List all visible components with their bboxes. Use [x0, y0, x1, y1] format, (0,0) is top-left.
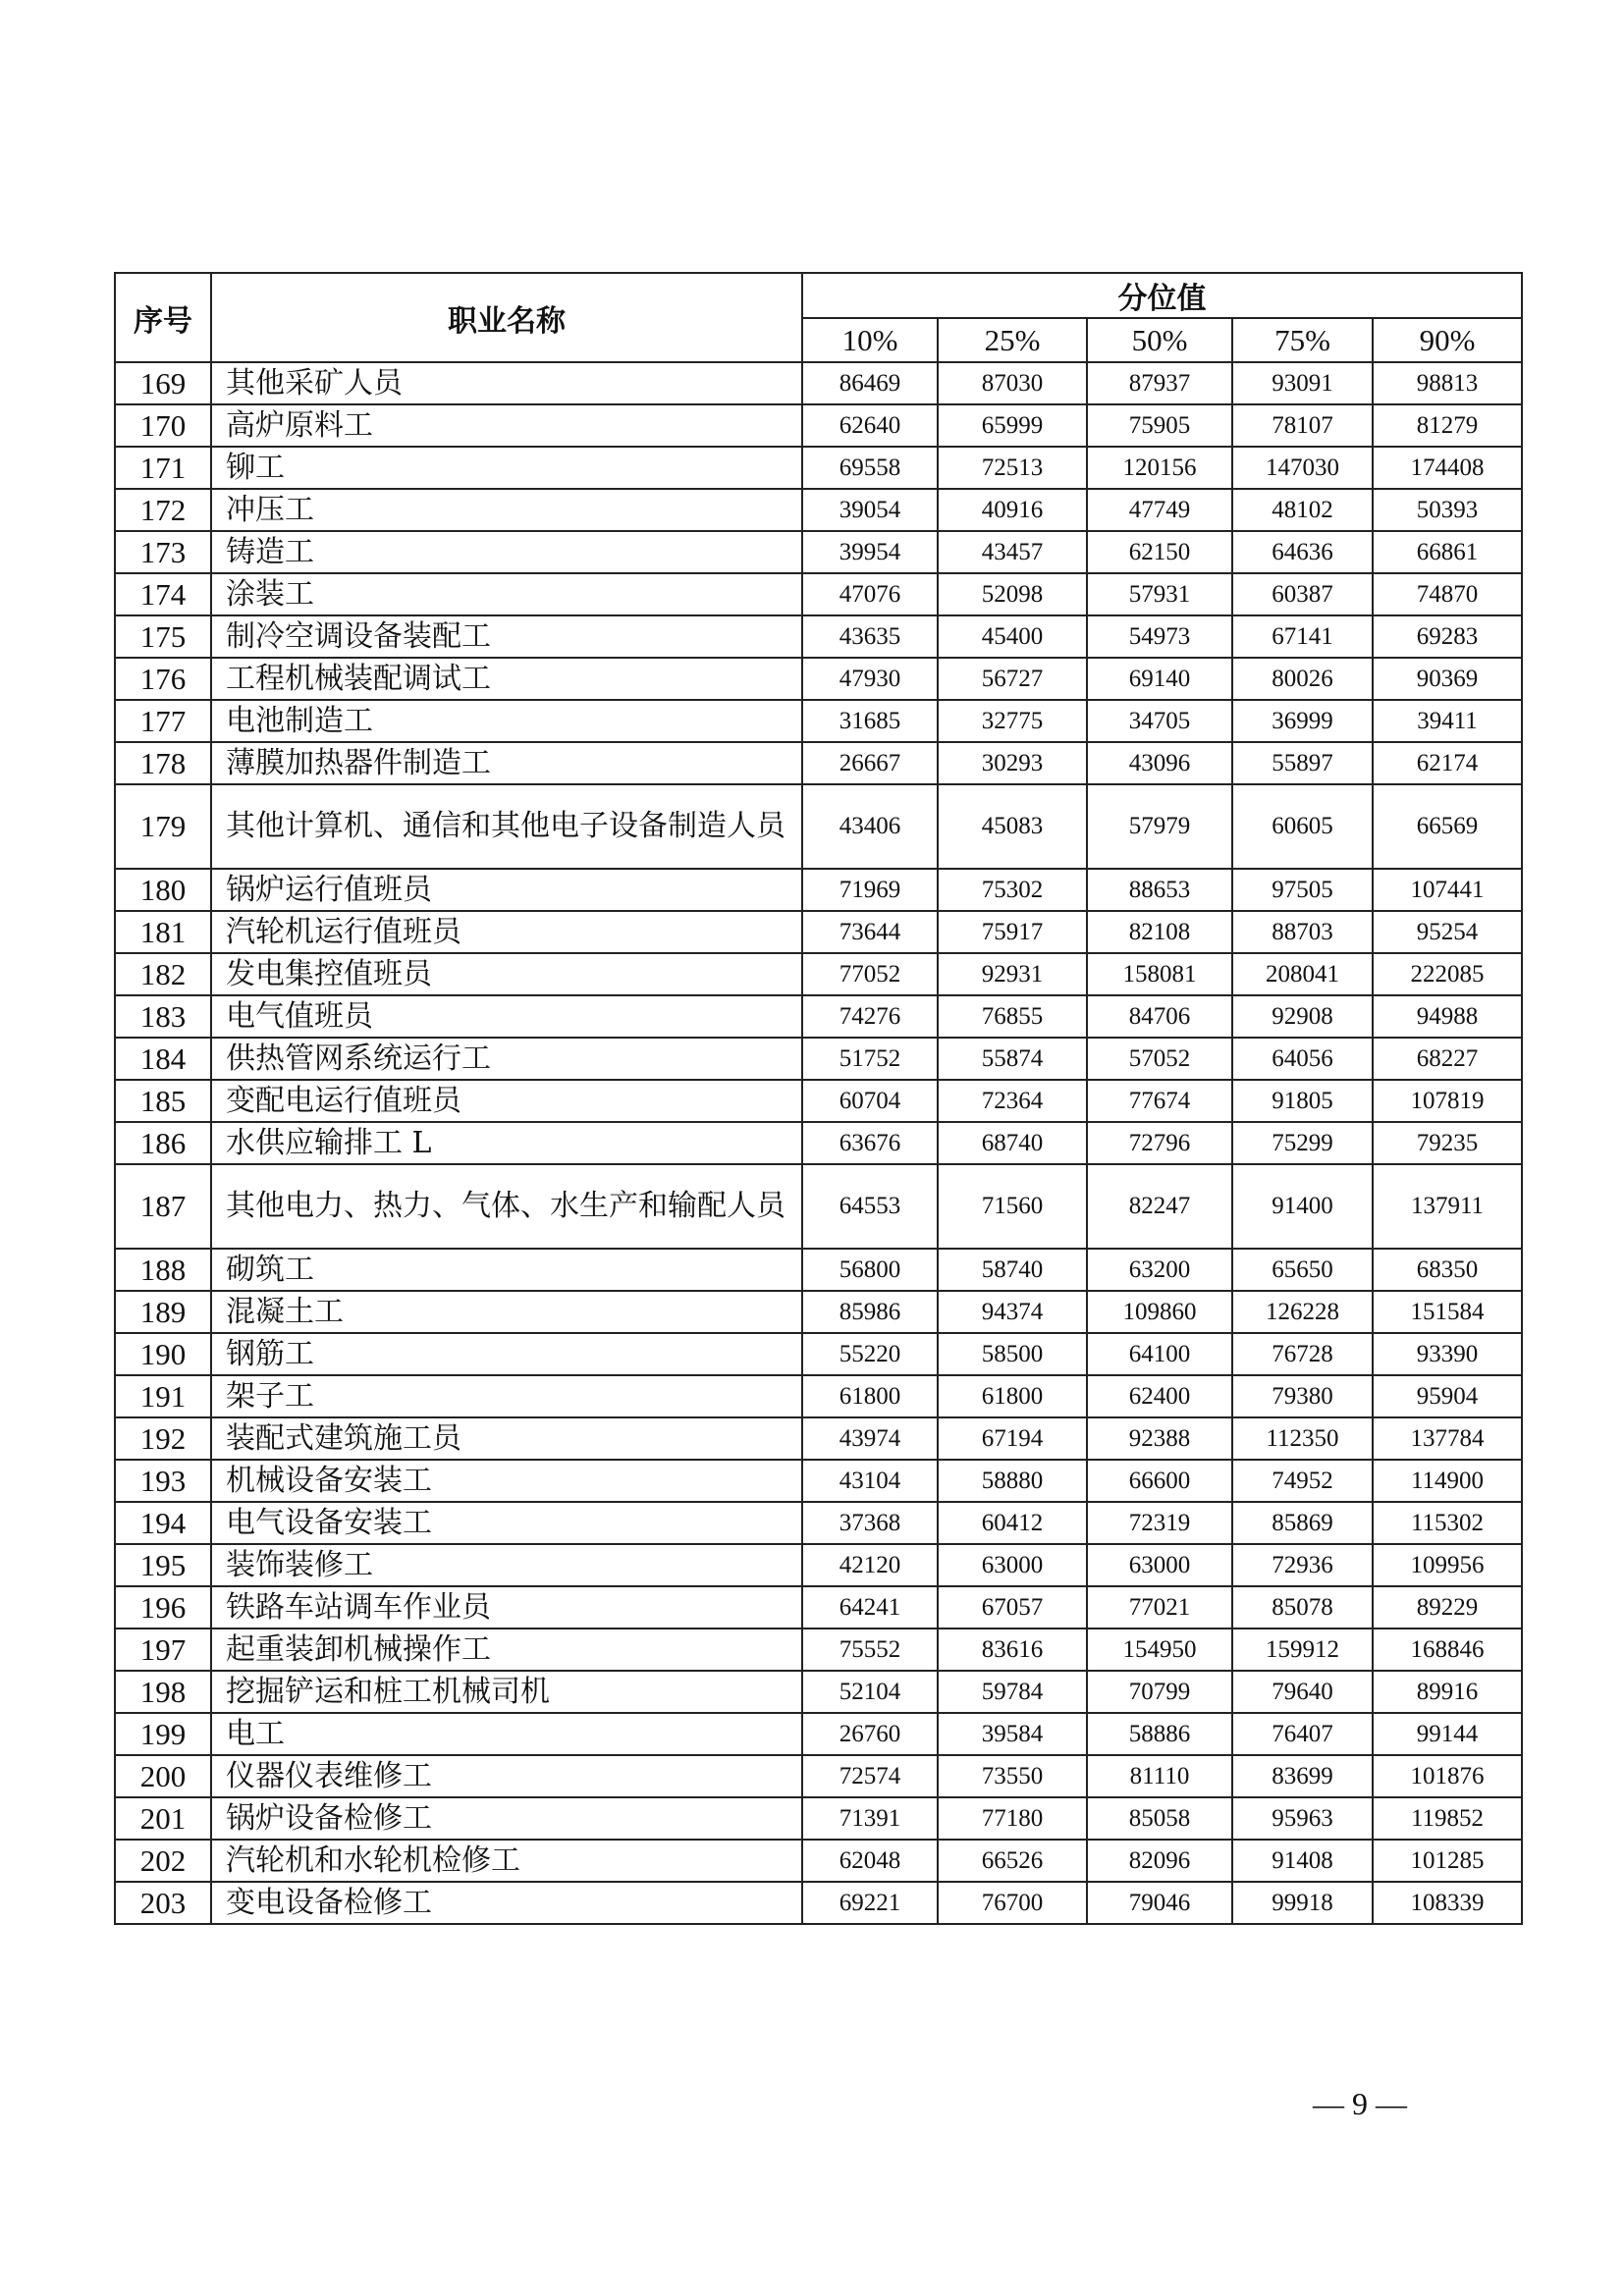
row-value-p75: 97505 [1232, 869, 1373, 911]
row-value-p50: 69140 [1087, 658, 1232, 700]
table-row [115, 1122, 1522, 1164]
row-occupation-name: 其他计算机、通信和其他电子设备制造人员 [211, 784, 802, 869]
row-value-p10: 64241 [802, 1586, 938, 1629]
row-value-p50: 85058 [1087, 1797, 1232, 1840]
row-value-p50: 154950 [1087, 1629, 1232, 1671]
row-value-p10: 51752 [802, 1038, 938, 1080]
row-value-p90: 168846 [1373, 1629, 1522, 1671]
row-value-p25: 56727 [938, 658, 1087, 700]
row-value-p25: 76700 [938, 1882, 1087, 1924]
row-value-p75: 92908 [1232, 995, 1373, 1038]
row-value-p50: 64100 [1087, 1333, 1232, 1375]
row-value-p25: 66526 [938, 1840, 1087, 1882]
row-value-p10: 26667 [802, 742, 938, 784]
row-value-p25: 77180 [938, 1797, 1087, 1840]
row-value-p50: 43096 [1087, 742, 1232, 784]
row-value-p10: 73644 [802, 911, 938, 953]
row-occupation-name: 铆工 [211, 447, 802, 489]
table-row [115, 1713, 1522, 1755]
row-value-p25: 72364 [938, 1080, 1087, 1122]
row-value-p50: 79046 [1087, 1882, 1232, 1924]
row-value-p75: 67141 [1232, 615, 1373, 658]
row-value-p75: 79380 [1232, 1375, 1373, 1417]
row-value-p50: 84706 [1087, 995, 1232, 1038]
table-row [115, 1249, 1522, 1291]
row-seq: 184 [115, 1038, 211, 1080]
row-value-p75: 91805 [1232, 1080, 1373, 1122]
row-value-p25: 68740 [938, 1122, 1087, 1164]
row-seq: 202 [115, 1840, 211, 1882]
row-value-p25: 67057 [938, 1586, 1087, 1629]
row-occupation-name: 砌筑工 [211, 1249, 802, 1291]
row-seq: 203 [115, 1882, 211, 1924]
row-occupation-name: 电气设备安装工 [211, 1502, 802, 1544]
table-row [115, 1502, 1522, 1544]
row-seq: 176 [115, 658, 211, 700]
row-value-p25: 94374 [938, 1291, 1087, 1333]
row-seq: 171 [115, 447, 211, 489]
row-value-p10: 39954 [802, 531, 938, 573]
row-value-p25: 30293 [938, 742, 1087, 784]
table-row [115, 1417, 1522, 1460]
row-value-p50: 72319 [1087, 1502, 1232, 1544]
row-occupation-name: 铸造工 [211, 531, 802, 573]
row-value-p90: 151584 [1373, 1291, 1522, 1333]
row-value-p50: 63200 [1087, 1249, 1232, 1291]
table-row [115, 1797, 1522, 1840]
row-value-p10: 43635 [802, 615, 938, 658]
row-value-p50: 63000 [1087, 1544, 1232, 1586]
row-value-p25: 45083 [938, 784, 1087, 869]
row-seq: 186 [115, 1122, 211, 1164]
row-value-p75: 95963 [1232, 1797, 1373, 1840]
row-seq: 178 [115, 742, 211, 784]
row-value-p25: 52098 [938, 573, 1087, 615]
table-row [115, 1840, 1522, 1882]
row-value-p25: 55874 [938, 1038, 1087, 1080]
row-value-p90: 95904 [1373, 1375, 1522, 1417]
row-value-p75: 55897 [1232, 742, 1373, 784]
header-percentile-group: 分位值 [802, 273, 1522, 318]
row-value-p10: 60704 [802, 1080, 938, 1122]
row-value-p75: 126228 [1232, 1291, 1373, 1333]
row-value-p10: 62640 [802, 404, 938, 447]
row-value-p50: 77674 [1087, 1080, 1232, 1122]
wage-percentile-table [114, 272, 1523, 1925]
table-row [115, 1755, 1522, 1797]
row-value-p50: 57931 [1087, 573, 1232, 615]
row-value-p90: 114900 [1373, 1460, 1522, 1502]
row-seq: 173 [115, 531, 211, 573]
row-value-p50: 62150 [1087, 531, 1232, 573]
table-row [115, 1586, 1522, 1629]
row-value-p10: 77052 [802, 953, 938, 995]
row-value-p50: 57052 [1087, 1038, 1232, 1080]
row-occupation-name: 装配式建筑施工员 [211, 1417, 802, 1460]
header-p25: 25% [938, 318, 1087, 362]
row-value-p90: 95254 [1373, 911, 1522, 953]
row-occupation-name: 高炉原料工 [211, 404, 802, 447]
row-value-p25: 45400 [938, 615, 1087, 658]
table-row [115, 700, 1522, 742]
table-row [115, 869, 1522, 911]
row-occupation-name: 电工 [211, 1713, 802, 1755]
row-value-p50: 109860 [1087, 1291, 1232, 1333]
row-occupation-name: 薄膜加热器件制造工 [211, 742, 802, 784]
row-value-p10: 43104 [802, 1460, 938, 1502]
row-value-p25: 72513 [938, 447, 1087, 489]
row-value-p90: 81279 [1373, 404, 1522, 447]
row-value-p25: 63000 [938, 1544, 1087, 1586]
row-value-p10: 56800 [802, 1249, 938, 1291]
row-seq: 175 [115, 615, 211, 658]
row-value-p25: 59784 [938, 1671, 1087, 1713]
row-value-p50: 87937 [1087, 362, 1232, 404]
row-value-p10: 52104 [802, 1671, 938, 1713]
table-row [115, 1164, 1522, 1249]
row-occupation-name: 混凝土工 [211, 1291, 802, 1333]
row-value-p75: 76407 [1232, 1713, 1373, 1755]
row-value-p90: 109956 [1373, 1544, 1522, 1586]
page-number: — 9 — [1313, 2086, 1407, 2121]
row-seq: 192 [115, 1417, 211, 1460]
table-row [115, 784, 1522, 869]
row-value-p90: 108339 [1373, 1882, 1522, 1924]
table-row [115, 911, 1522, 953]
row-value-p50: 72796 [1087, 1122, 1232, 1164]
row-value-p90: 119852 [1373, 1797, 1522, 1840]
row-occupation-name: 铁路车站调车作业员 [211, 1586, 802, 1629]
row-value-p50: 158081 [1087, 953, 1232, 995]
row-value-p90: 89916 [1373, 1671, 1522, 1713]
header-seq: 序号 [115, 273, 211, 362]
row-occupation-name: 涂装工 [211, 573, 802, 615]
row-value-p90: 93390 [1373, 1333, 1522, 1375]
row-value-p25: 58880 [938, 1460, 1087, 1502]
row-value-p90: 69283 [1373, 615, 1522, 658]
row-seq: 169 [115, 362, 211, 404]
row-occupation-name: 电池制造工 [211, 700, 802, 742]
row-value-p75: 112350 [1232, 1417, 1373, 1460]
row-value-p75: 60605 [1232, 784, 1373, 869]
row-seq: 190 [115, 1333, 211, 1375]
row-value-p75: 78107 [1232, 404, 1373, 447]
table-row [115, 1629, 1522, 1671]
table-row [115, 953, 1522, 995]
row-value-p25: 92931 [938, 953, 1087, 995]
row-value-p90: 89229 [1373, 1586, 1522, 1629]
row-value-p25: 75917 [938, 911, 1087, 953]
row-value-p75: 83699 [1232, 1755, 1373, 1797]
row-value-p75: 75299 [1232, 1122, 1373, 1164]
row-value-p90: 107441 [1373, 869, 1522, 911]
row-seq: 201 [115, 1797, 211, 1840]
row-seq: 200 [115, 1755, 211, 1797]
row-seq: 199 [115, 1713, 211, 1755]
row-value-p10: 43974 [802, 1417, 938, 1460]
row-value-p10: 86469 [802, 362, 938, 404]
row-value-p90: 101285 [1373, 1840, 1522, 1882]
row-value-p90: 79235 [1373, 1122, 1522, 1164]
header-p10: 10% [802, 318, 938, 362]
row-occupation-name: 起重装卸机械操作工 [211, 1629, 802, 1671]
row-value-p90: 66861 [1373, 531, 1522, 573]
row-occupation-name: 钢筋工 [211, 1333, 802, 1375]
row-value-p75: 79640 [1232, 1671, 1373, 1713]
row-value-p75: 91408 [1232, 1840, 1373, 1882]
row-value-p50: 70799 [1087, 1671, 1232, 1713]
row-value-p10: 39054 [802, 489, 938, 531]
row-value-p25: 67194 [938, 1417, 1087, 1460]
row-occupation-name: 装饰装修工 [211, 1544, 802, 1586]
row-value-p25: 65999 [938, 404, 1087, 447]
row-seq: 179 [115, 784, 211, 869]
row-value-p75: 159912 [1232, 1629, 1373, 1671]
row-occupation-name: 锅炉设备检修工 [211, 1797, 802, 1840]
row-value-p75: 76728 [1232, 1333, 1373, 1375]
row-value-p50: 57979 [1087, 784, 1232, 869]
row-value-p75: 208041 [1232, 953, 1373, 995]
table-row [115, 1375, 1522, 1417]
row-seq: 198 [115, 1671, 211, 1713]
row-value-p75: 85869 [1232, 1502, 1373, 1544]
row-value-p75: 64636 [1232, 531, 1373, 573]
table-row [115, 1544, 1522, 1586]
row-value-p75: 80026 [1232, 658, 1373, 700]
row-value-p10: 31685 [802, 700, 938, 742]
table-row [115, 404, 1522, 447]
table-row [115, 1671, 1522, 1713]
table-row [115, 1333, 1522, 1375]
table-row [115, 742, 1522, 784]
row-occupation-name: 变电设备检修工 [211, 1882, 802, 1924]
row-value-p25: 60412 [938, 1502, 1087, 1544]
row-value-p50: 54973 [1087, 615, 1232, 658]
row-value-p10: 71969 [802, 869, 938, 911]
row-value-p90: 107819 [1373, 1080, 1522, 1122]
row-value-p90: 137784 [1373, 1417, 1522, 1460]
row-occupation-name: 仪器仪表维修工 [211, 1755, 802, 1797]
table-row [115, 489, 1522, 531]
table-row [115, 1080, 1522, 1122]
row-value-p50: 75905 [1087, 404, 1232, 447]
row-seq: 182 [115, 953, 211, 995]
row-occupation-name: 电气值班员 [211, 995, 802, 1038]
row-seq: 183 [115, 995, 211, 1038]
row-seq: 187 [115, 1164, 211, 1249]
row-value-p50: 77021 [1087, 1586, 1232, 1629]
row-value-p25: 40916 [938, 489, 1087, 531]
row-value-p10: 55220 [802, 1333, 938, 1375]
row-value-p90: 222085 [1373, 953, 1522, 995]
row-value-p50: 47749 [1087, 489, 1232, 531]
row-seq: 185 [115, 1080, 211, 1122]
table-body [115, 362, 1522, 1924]
row-seq: 196 [115, 1586, 211, 1629]
row-value-p10: 43406 [802, 784, 938, 869]
row-value-p75: 48102 [1232, 489, 1373, 531]
row-occupation-name: 架子工 [211, 1375, 802, 1417]
row-value-p25: 61800 [938, 1375, 1087, 1417]
row-value-p75: 147030 [1232, 447, 1373, 489]
row-value-p50: 92388 [1087, 1417, 1232, 1460]
row-value-p90: 66569 [1373, 784, 1522, 869]
row-seq: 177 [115, 700, 211, 742]
row-occupation-name: 工程机械装配调试工 [211, 658, 802, 700]
row-value-p50: 66600 [1087, 1460, 1232, 1502]
row-occupation-name: 机械设备安装工 [211, 1460, 802, 1502]
row-value-p10: 61800 [802, 1375, 938, 1417]
row-seq: 194 [115, 1502, 211, 1544]
row-value-p90: 74870 [1373, 573, 1522, 615]
table-row [115, 1882, 1522, 1924]
row-value-p90: 99144 [1373, 1713, 1522, 1755]
header-p75: 75% [1232, 318, 1373, 362]
row-value-p10: 64553 [802, 1164, 938, 1249]
row-value-p10: 47930 [802, 658, 938, 700]
row-value-p75: 72936 [1232, 1544, 1373, 1586]
row-value-p50: 88653 [1087, 869, 1232, 911]
row-occupation-name: 制冷空调设备装配工 [211, 615, 802, 658]
row-value-p90: 137911 [1373, 1164, 1522, 1249]
row-seq: 189 [115, 1291, 211, 1333]
row-value-p50: 82108 [1087, 911, 1232, 953]
row-value-p75: 36999 [1232, 700, 1373, 742]
row-occupation-name: 变配电运行值班员 [211, 1080, 802, 1122]
row-occupation-name: 其他电力、热力、气体、水生产和输配人员 [211, 1164, 802, 1249]
row-value-p75: 74952 [1232, 1460, 1373, 1502]
row-value-p10: 62048 [802, 1840, 938, 1882]
row-value-p90: 101876 [1373, 1755, 1522, 1797]
row-occupation-name: 其他采矿人员 [211, 362, 802, 404]
row-value-p25: 87030 [938, 362, 1087, 404]
row-value-p10: 71391 [802, 1797, 938, 1840]
table-row [115, 658, 1522, 700]
row-value-p90: 39411 [1373, 700, 1522, 742]
row-occupation-name: 冲压工 [211, 489, 802, 531]
row-value-p25: 75302 [938, 869, 1087, 911]
row-value-p90: 68350 [1373, 1249, 1522, 1291]
row-value-p90: 50393 [1373, 489, 1522, 531]
row-seq: 188 [115, 1249, 211, 1291]
row-value-p10: 69558 [802, 447, 938, 489]
row-value-p50: 81110 [1087, 1755, 1232, 1797]
table-row [115, 573, 1522, 615]
row-occupation-name: 挖掘铲运和桩工机械司机 [211, 1671, 802, 1713]
row-value-p10: 47076 [802, 573, 938, 615]
row-value-p25: 58740 [938, 1249, 1087, 1291]
row-value-p90: 90369 [1373, 658, 1522, 700]
row-value-p75: 88703 [1232, 911, 1373, 953]
row-value-p75: 85078 [1232, 1586, 1373, 1629]
table-row [115, 1291, 1522, 1333]
row-occupation-name: 汽轮机和水轮机检修工 [211, 1840, 802, 1882]
row-seq: 197 [115, 1629, 211, 1671]
row-seq: 181 [115, 911, 211, 953]
table-row [115, 447, 1522, 489]
row-value-p25: 76855 [938, 995, 1087, 1038]
row-value-p25: 39584 [938, 1713, 1087, 1755]
row-value-p75: 93091 [1232, 362, 1373, 404]
row-value-p75: 64056 [1232, 1038, 1373, 1080]
row-value-p75: 91400 [1232, 1164, 1373, 1249]
table-row [115, 531, 1522, 573]
row-value-p10: 74276 [802, 995, 938, 1038]
row-occupation-name: 汽轮机运行值班员 [211, 911, 802, 953]
row-occupation-name: 锅炉运行值班员 [211, 869, 802, 911]
row-value-p10: 85986 [802, 1291, 938, 1333]
row-value-p10: 26760 [802, 1713, 938, 1755]
row-value-p25: 71560 [938, 1164, 1087, 1249]
row-value-p25: 43457 [938, 531, 1087, 573]
row-value-p50: 82096 [1087, 1840, 1232, 1882]
row-seq: 172 [115, 489, 211, 531]
row-value-p10: 42120 [802, 1544, 938, 1586]
row-occupation-name: 发电集控值班员 [211, 953, 802, 995]
row-value-p25: 73550 [938, 1755, 1087, 1797]
row-value-p50: 34705 [1087, 700, 1232, 742]
row-value-p90: 94988 [1373, 995, 1522, 1038]
row-value-p75: 99918 [1232, 1882, 1373, 1924]
row-value-p75: 60387 [1232, 573, 1373, 615]
row-value-p10: 69221 [802, 1882, 938, 1924]
table-row [115, 615, 1522, 658]
row-seq: 180 [115, 869, 211, 911]
header-occupation-name: 职业名称 [211, 273, 802, 362]
row-value-p90: 68227 [1373, 1038, 1522, 1080]
row-seq: 193 [115, 1460, 211, 1502]
row-value-p90: 174408 [1373, 447, 1522, 489]
row-seq: 174 [115, 573, 211, 615]
table-row [115, 1460, 1522, 1502]
row-occupation-name: 供热管网系统运行工 [211, 1038, 802, 1080]
row-value-p25: 58500 [938, 1333, 1087, 1375]
table-row [115, 1038, 1522, 1080]
row-value-p75: 65650 [1232, 1249, 1373, 1291]
table-row [115, 362, 1522, 404]
row-value-p10: 75552 [802, 1629, 938, 1671]
row-value-p50: 58886 [1087, 1713, 1232, 1755]
row-value-p10: 37368 [802, 1502, 938, 1544]
row-value-p50: 120156 [1087, 447, 1232, 489]
row-value-p90: 62174 [1373, 742, 1522, 784]
row-occupation-name: 水供应输排工 L [211, 1122, 802, 1164]
row-value-p25: 32775 [938, 700, 1087, 742]
row-value-p90: 98813 [1373, 362, 1522, 404]
row-value-p50: 62400 [1087, 1375, 1232, 1417]
row-seq: 170 [115, 404, 211, 447]
header-p90: 90% [1373, 318, 1522, 362]
row-value-p10: 63676 [802, 1122, 938, 1164]
row-value-p25: 83616 [938, 1629, 1087, 1671]
row-value-p90: 115302 [1373, 1502, 1522, 1544]
row-value-p50: 82247 [1087, 1164, 1232, 1249]
row-value-p10: 72574 [802, 1755, 938, 1797]
table-row [115, 995, 1522, 1038]
row-seq: 195 [115, 1544, 211, 1586]
header-p50: 50% [1087, 318, 1232, 362]
row-seq: 191 [115, 1375, 211, 1417]
